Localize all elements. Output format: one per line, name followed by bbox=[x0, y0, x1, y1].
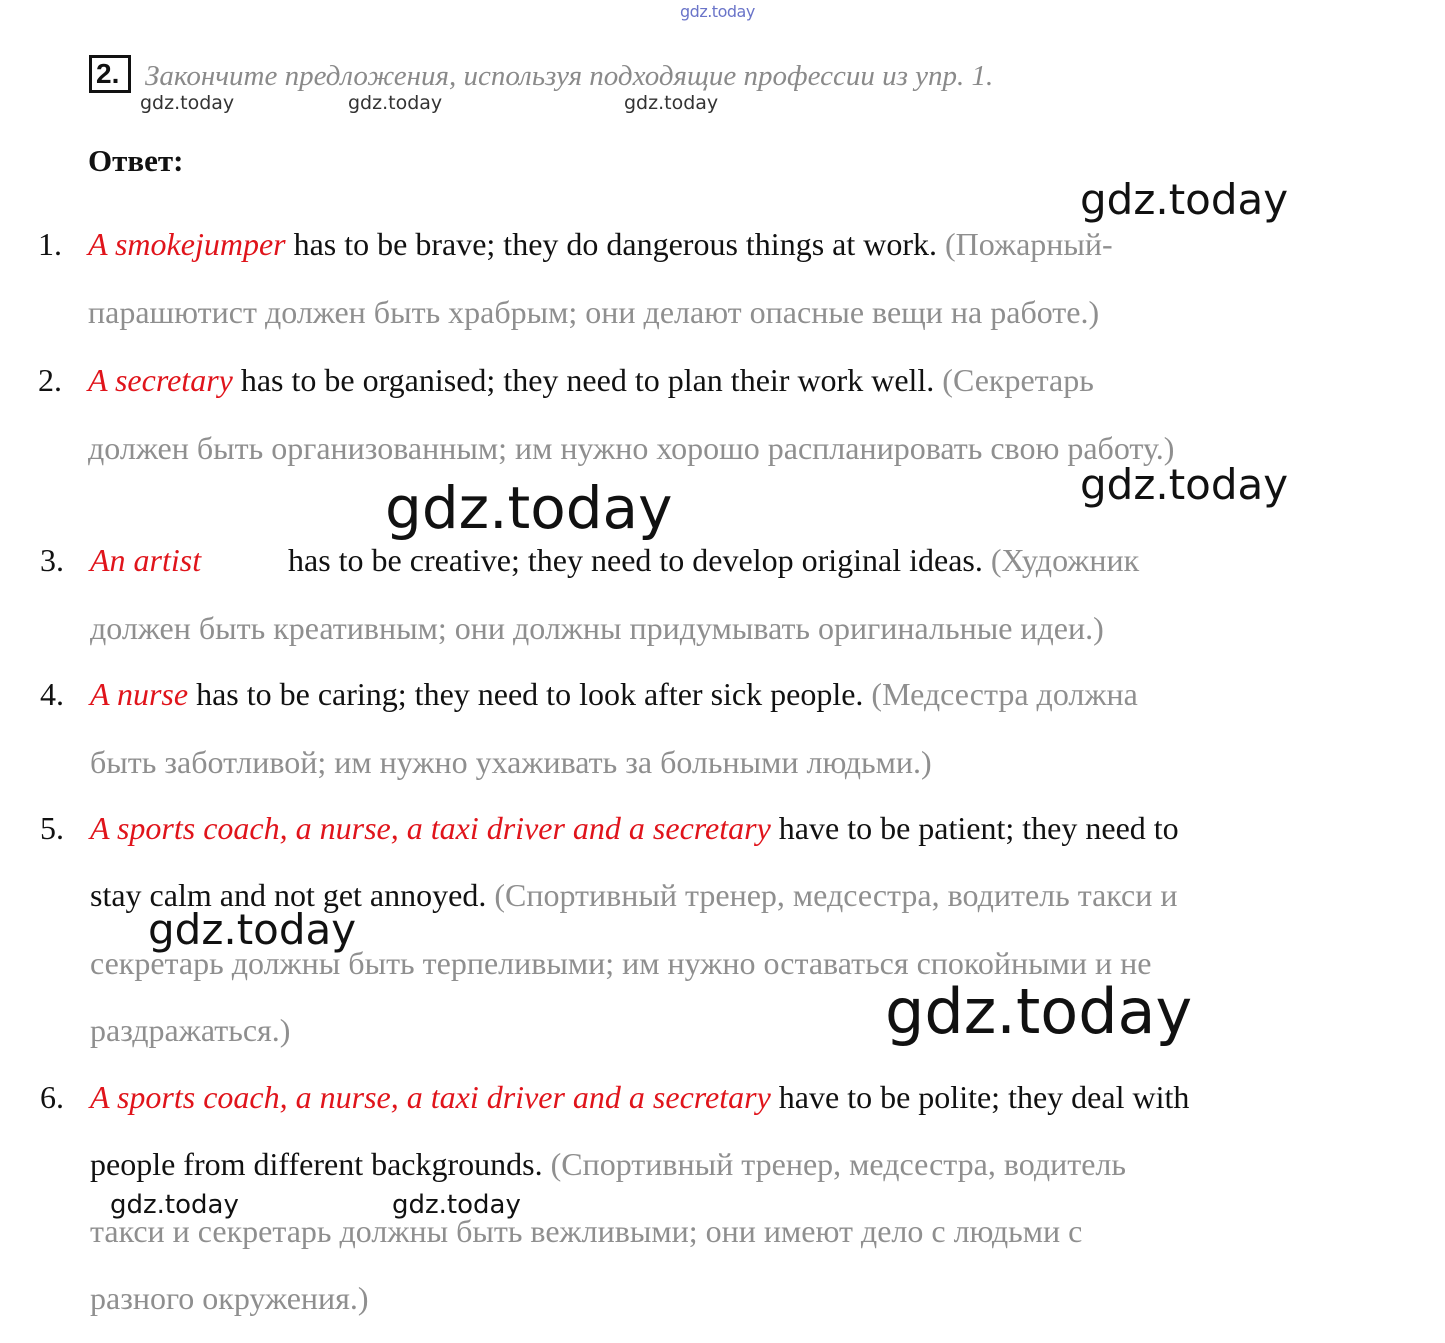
english-text: have to be polite; they deal with bbox=[770, 1079, 1190, 1115]
item-line bbox=[90, 1280, 369, 1317]
translation-text: раздражаться.) bbox=[90, 1012, 291, 1048]
english-text: stay calm and not get annoyed. bbox=[90, 877, 495, 913]
watermark: gdz.today bbox=[392, 1190, 521, 1220]
watermark: gdz.today bbox=[348, 92, 443, 114]
item-line bbox=[90, 744, 932, 781]
translation-text: парашютист должен быть храбрым; они делают опасные вещи на работе.) bbox=[88, 294, 1100, 330]
translation-text: (Спортивный тренер, медсестра, водитель bbox=[550, 1146, 1126, 1182]
translation-text: должен быть креативным; они должны придумывать оригинальные идеи.) bbox=[90, 610, 1104, 646]
item-line bbox=[88, 430, 1174, 467]
watermark: gdz.today bbox=[110, 1190, 239, 1220]
item-line bbox=[90, 542, 1139, 579]
item-number: 3. bbox=[40, 542, 64, 578]
watermark: gdz.today bbox=[1080, 460, 1289, 509]
item-number: 2. bbox=[38, 362, 62, 398]
english-text: has to be caring; they need to look after sick people. bbox=[188, 676, 872, 712]
answer-text: A nurse bbox=[90, 676, 189, 712]
english-text: people from different backgrounds. bbox=[90, 1146, 551, 1182]
item-number: 6. bbox=[40, 1079, 64, 1115]
english-text: has to be brave; they do dangerous things at work. bbox=[285, 226, 945, 262]
translation-text: (Спортивный тренер, медсестра, водитель такси и bbox=[494, 877, 1178, 913]
watermark: gdz.today bbox=[885, 975, 1193, 1048]
watermark: gdz.today bbox=[385, 474, 673, 542]
answer-text: An artist bbox=[90, 542, 202, 578]
translation-text: секретарь должны быть терпеливыми; им нужно оставаться спокойными и не bbox=[90, 945, 1152, 981]
answer-text: A secretary bbox=[88, 362, 233, 398]
translation-text: (Художник bbox=[990, 542, 1140, 578]
watermark-top: gdz.today bbox=[680, 2, 755, 21]
watermark: gdz.today bbox=[140, 92, 235, 114]
item-number: 4. bbox=[40, 676, 64, 712]
item-number: 5. bbox=[40, 810, 64, 846]
item-line bbox=[88, 362, 1094, 399]
answer-text: A sports coach, a nurse, a taxi driver and a secretary bbox=[90, 1079, 771, 1115]
translation-text: разного окружения.) bbox=[90, 1280, 369, 1316]
task-instruction: Закончите предложения, используя подходящие профессии из упр. 1. bbox=[145, 60, 994, 92]
translation-text: быть заботливой; им нужно ухаживать за больными людьми.) bbox=[90, 744, 932, 780]
item-line bbox=[90, 810, 1179, 847]
english-text: have to be patient; they need to bbox=[770, 810, 1179, 846]
item-number: 1. bbox=[38, 226, 62, 262]
english-text: has to be creative; they need to develop original ideas. bbox=[288, 542, 991, 578]
task-number: 2. bbox=[89, 55, 131, 93]
answer-text: A sports coach, a nurse, a taxi driver and a secretary bbox=[90, 810, 771, 846]
watermark: gdz.today bbox=[1080, 175, 1289, 224]
item-line bbox=[90, 1079, 1189, 1116]
item-line bbox=[90, 610, 1104, 647]
translation-text: (Медсестра должна bbox=[871, 676, 1138, 712]
item-line bbox=[90, 1213, 1082, 1250]
item-line bbox=[88, 226, 1113, 263]
item-line bbox=[90, 1146, 1126, 1183]
translation-text: должен быть организованным; им нужно хорошо распланировать свою работу.) bbox=[88, 430, 1175, 466]
item-line bbox=[90, 1012, 290, 1049]
watermark: gdz.today bbox=[624, 92, 719, 114]
answer-heading: Ответ: bbox=[88, 143, 184, 178]
translation-text: (Секретарь bbox=[942, 362, 1094, 398]
item-line bbox=[90, 676, 1138, 713]
english-text: has to be organised; they need to plan their work well. bbox=[232, 362, 943, 398]
watermark: gdz.today bbox=[148, 905, 357, 954]
translation-text: (Пожарный- bbox=[945, 226, 1113, 262]
translation-text: такси и секретарь должны быть вежливыми; они имеют дело с людьми с bbox=[90, 1213, 1083, 1249]
item-line bbox=[88, 294, 1099, 331]
answer-text: A smokejumper bbox=[88, 226, 286, 262]
